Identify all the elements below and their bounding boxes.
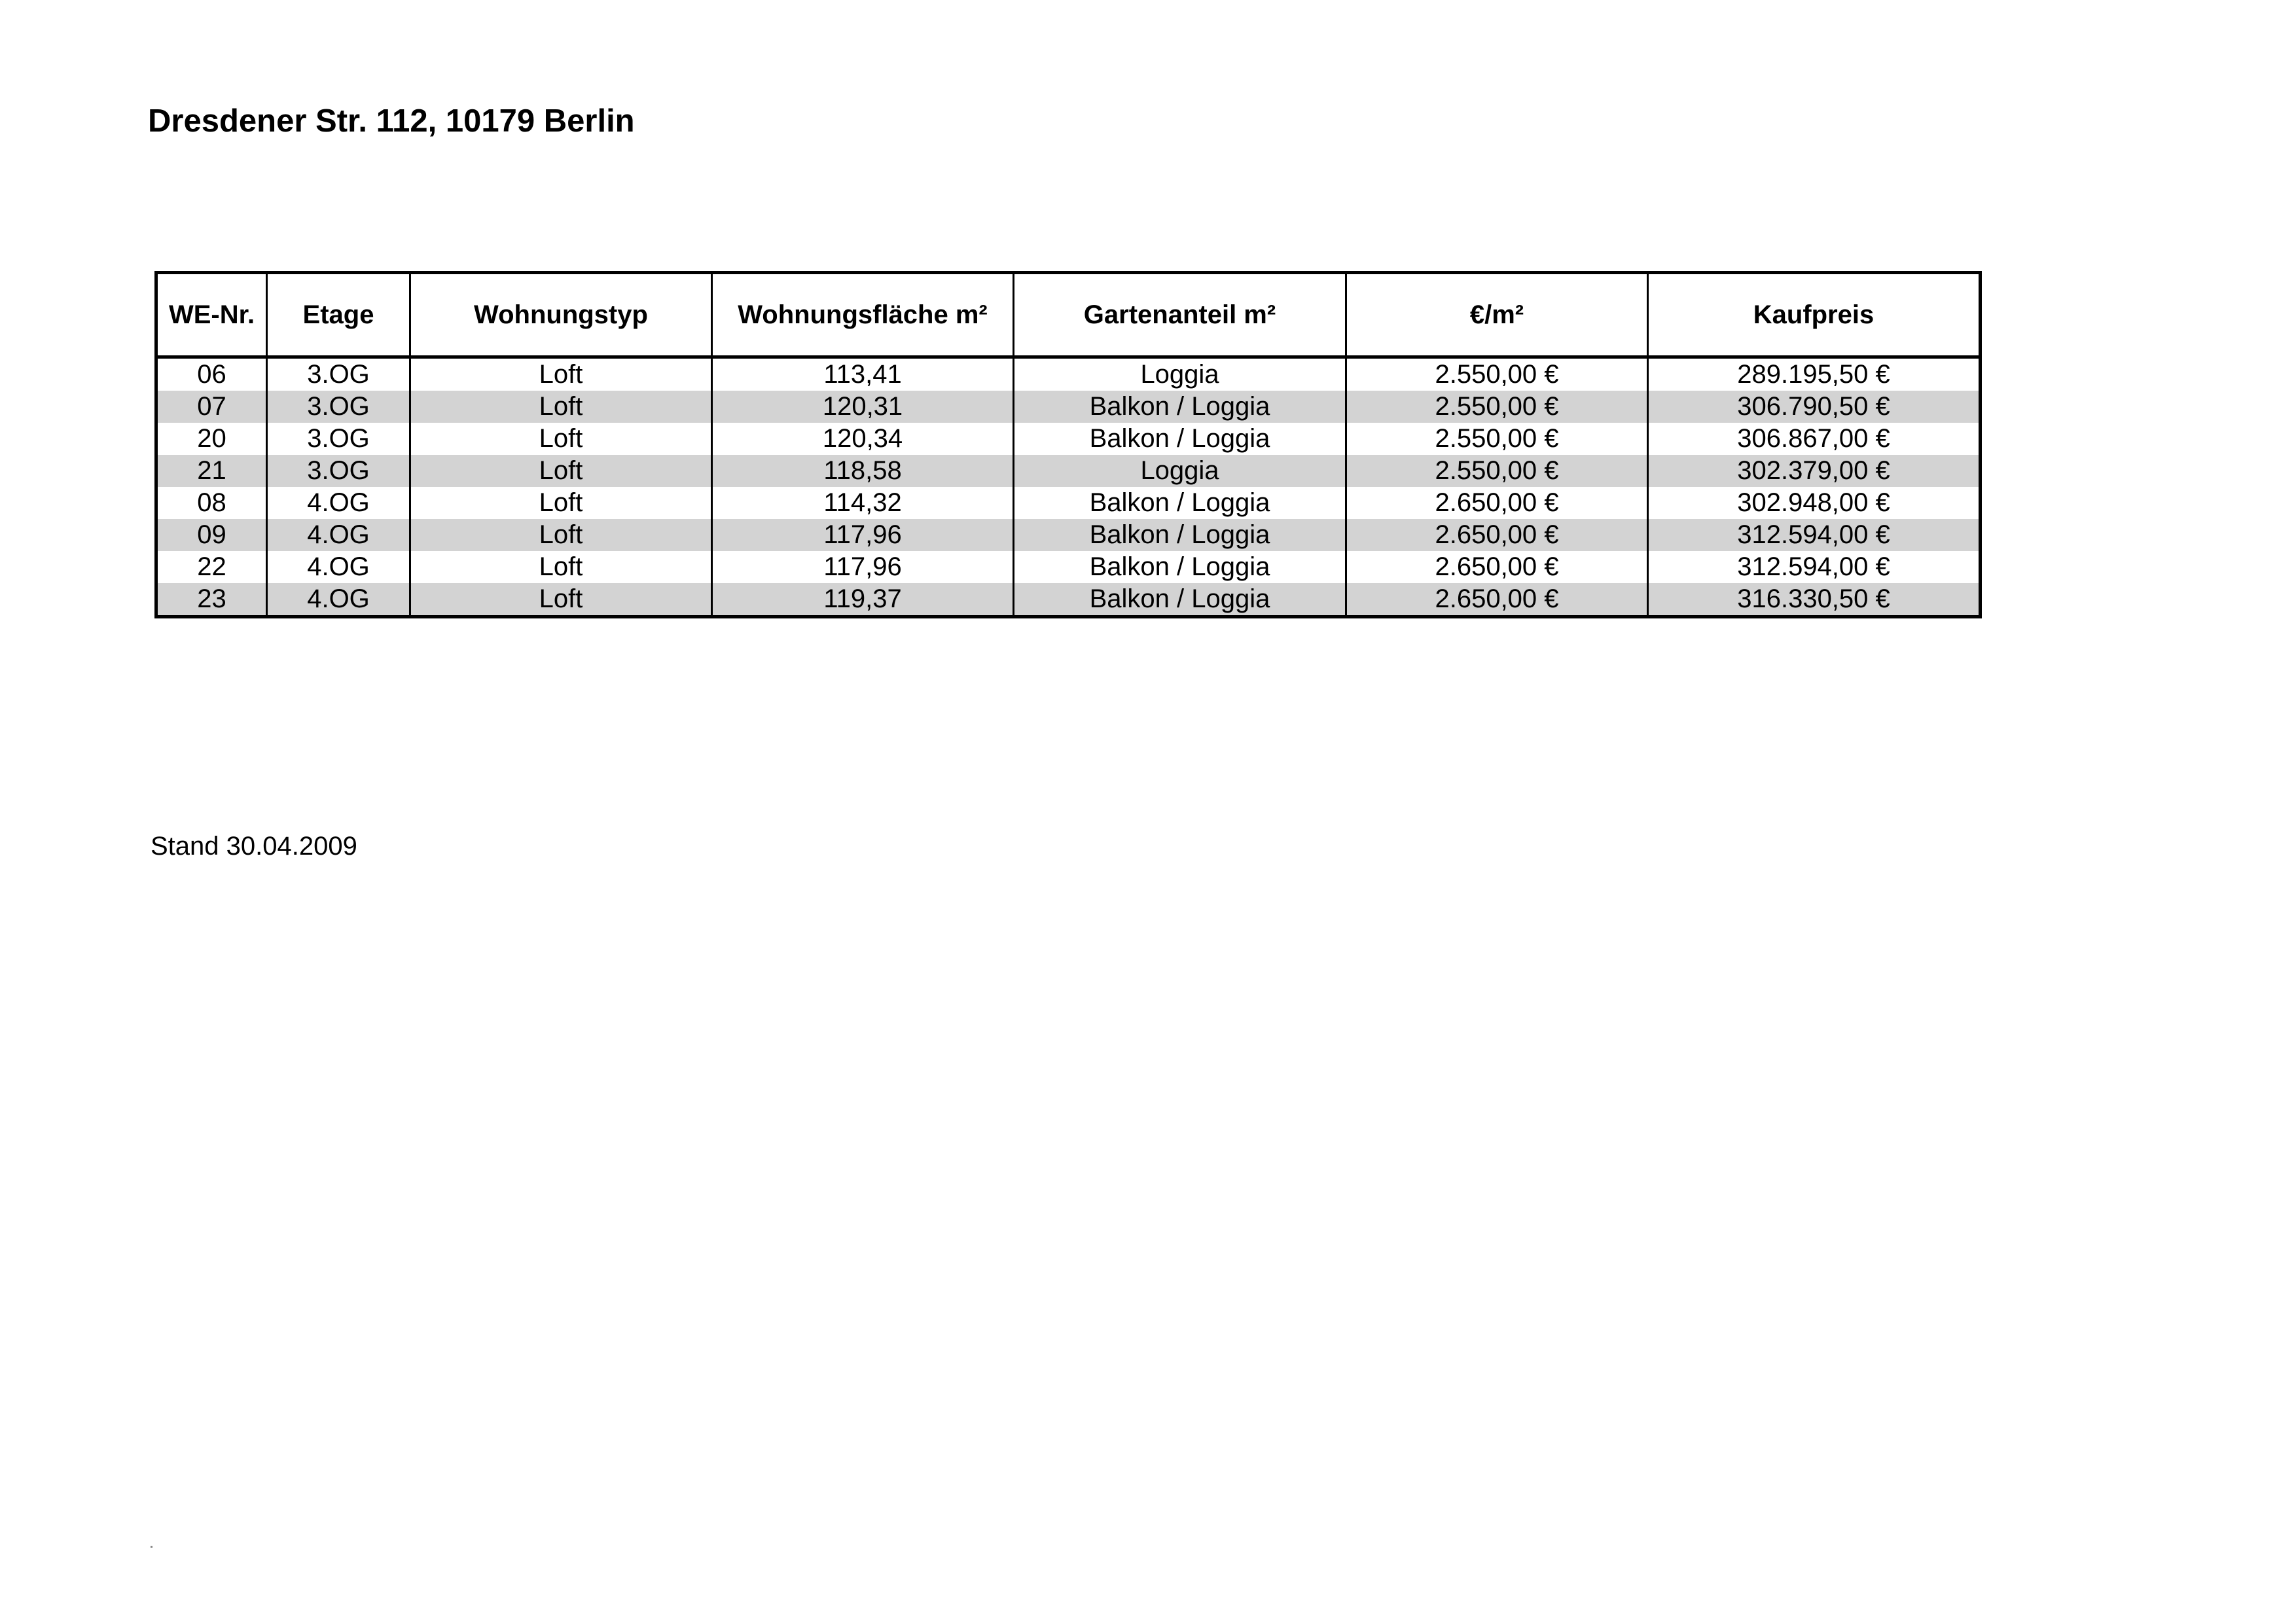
cell-gartenanteil: Balkon / Loggia xyxy=(1014,423,1346,455)
stand-date: Stand 30.04.2009 xyxy=(151,832,357,861)
cell-gartenanteil: Loggia xyxy=(1014,455,1346,487)
cell-wohnungsflaeche: 114,32 xyxy=(712,487,1014,519)
cell-preis-pro-qm: 2.550,00 € xyxy=(1346,391,1648,423)
cell-gartenanteil: Balkon / Loggia xyxy=(1014,583,1346,617)
cell-kaufpreis: 312.594,00 € xyxy=(1648,519,1981,551)
header-etage: Etage xyxy=(267,273,410,357)
cell-gartenanteil: Balkon / Loggia xyxy=(1014,519,1346,551)
cell-gartenanteil: Loggia xyxy=(1014,357,1346,391)
cell-gartenanteil: Balkon / Loggia xyxy=(1014,487,1346,519)
cell-wohnungsflaeche: 117,96 xyxy=(712,551,1014,583)
cell-preis-pro-qm: 2.550,00 € xyxy=(1346,357,1648,391)
cell-we-nr: 07 xyxy=(156,391,267,423)
table-row xyxy=(156,423,1981,455)
cell-kaufpreis: 302.948,00 € xyxy=(1648,487,1981,519)
cell-preis-pro-qm: 2.650,00 € xyxy=(1346,551,1648,583)
cell-we-nr: 06 xyxy=(156,357,267,391)
table-row xyxy=(156,455,1981,487)
cell-wohnungstyp: Loft xyxy=(410,487,712,519)
header-wohnungsflaeche: Wohnungsfläche m² xyxy=(712,273,1014,357)
cell-wohnungsflaeche: 117,96 xyxy=(712,519,1014,551)
table-row xyxy=(156,391,1981,423)
cell-kaufpreis: 302.379,00 € xyxy=(1648,455,1981,487)
header-we-nr: WE-Nr. xyxy=(156,273,267,357)
cell-we-nr: 08 xyxy=(156,487,267,519)
cell-kaufpreis: 289.195,50 € xyxy=(1648,357,1981,391)
cell-wohnungsflaeche: 118,58 xyxy=(712,455,1014,487)
table-row xyxy=(156,519,1981,551)
cell-etage: 4.OG xyxy=(267,487,410,519)
cell-kaufpreis: 306.867,00 € xyxy=(1648,423,1981,455)
cell-etage: 4.OG xyxy=(267,583,410,617)
cell-we-nr: 09 xyxy=(156,519,267,551)
cell-wohnungstyp: Loft xyxy=(410,519,712,551)
page-title: Dresdener Str. 112, 10179 Berlin xyxy=(148,103,635,139)
cell-etage: 3.OG xyxy=(267,455,410,487)
header-wohnungstyp: Wohnungstyp xyxy=(410,273,712,357)
price-table-container xyxy=(154,271,1982,618)
cell-wohnungstyp: Loft xyxy=(410,455,712,487)
cell-kaufpreis: 306.790,50 € xyxy=(1648,391,1981,423)
cell-preis-pro-qm: 2.550,00 € xyxy=(1346,423,1648,455)
price-table xyxy=(154,271,1982,618)
table-header-row xyxy=(156,273,1981,357)
cell-wohnungsflaeche: 113,41 xyxy=(712,357,1014,391)
header-preis-pro-qm: €/m² xyxy=(1346,273,1648,357)
cell-we-nr: 20 xyxy=(156,423,267,455)
cell-etage: 4.OG xyxy=(267,551,410,583)
table-row xyxy=(156,551,1981,583)
cell-wohnungstyp: Loft xyxy=(410,583,712,617)
cell-we-nr: 23 xyxy=(156,583,267,617)
header-gartenanteil: Gartenanteil m² xyxy=(1014,273,1346,357)
cell-kaufpreis: 312.594,00 € xyxy=(1648,551,1981,583)
cell-etage: 3.OG xyxy=(267,391,410,423)
header-kaufpreis: Kaufpreis xyxy=(1648,273,1981,357)
cell-wohnungsflaeche: 119,37 xyxy=(712,583,1014,617)
cell-etage: 3.OG xyxy=(267,423,410,455)
cell-etage: 3.OG xyxy=(267,357,410,391)
table-row xyxy=(156,583,1981,617)
cell-etage: 4.OG xyxy=(267,519,410,551)
cell-wohnungstyp: Loft xyxy=(410,423,712,455)
cell-wohnungstyp: Loft xyxy=(410,357,712,391)
table-row xyxy=(156,357,1981,391)
page-dot-mark xyxy=(151,1546,152,1548)
cell-we-nr: 22 xyxy=(156,551,267,583)
cell-wohnungsflaeche: 120,34 xyxy=(712,423,1014,455)
cell-preis-pro-qm: 2.650,00 € xyxy=(1346,487,1648,519)
cell-wohnungstyp: Loft xyxy=(410,391,712,423)
cell-gartenanteil: Balkon / Loggia xyxy=(1014,551,1346,583)
cell-wohnungstyp: Loft xyxy=(410,551,712,583)
cell-preis-pro-qm: 2.650,00 € xyxy=(1346,583,1648,617)
cell-gartenanteil: Balkon / Loggia xyxy=(1014,391,1346,423)
cell-we-nr: 21 xyxy=(156,455,267,487)
cell-preis-pro-qm: 2.650,00 € xyxy=(1346,519,1648,551)
cell-wohnungsflaeche: 120,31 xyxy=(712,391,1014,423)
cell-preis-pro-qm: 2.550,00 € xyxy=(1346,455,1648,487)
cell-kaufpreis: 316.330,50 € xyxy=(1648,583,1981,617)
table-row xyxy=(156,487,1981,519)
